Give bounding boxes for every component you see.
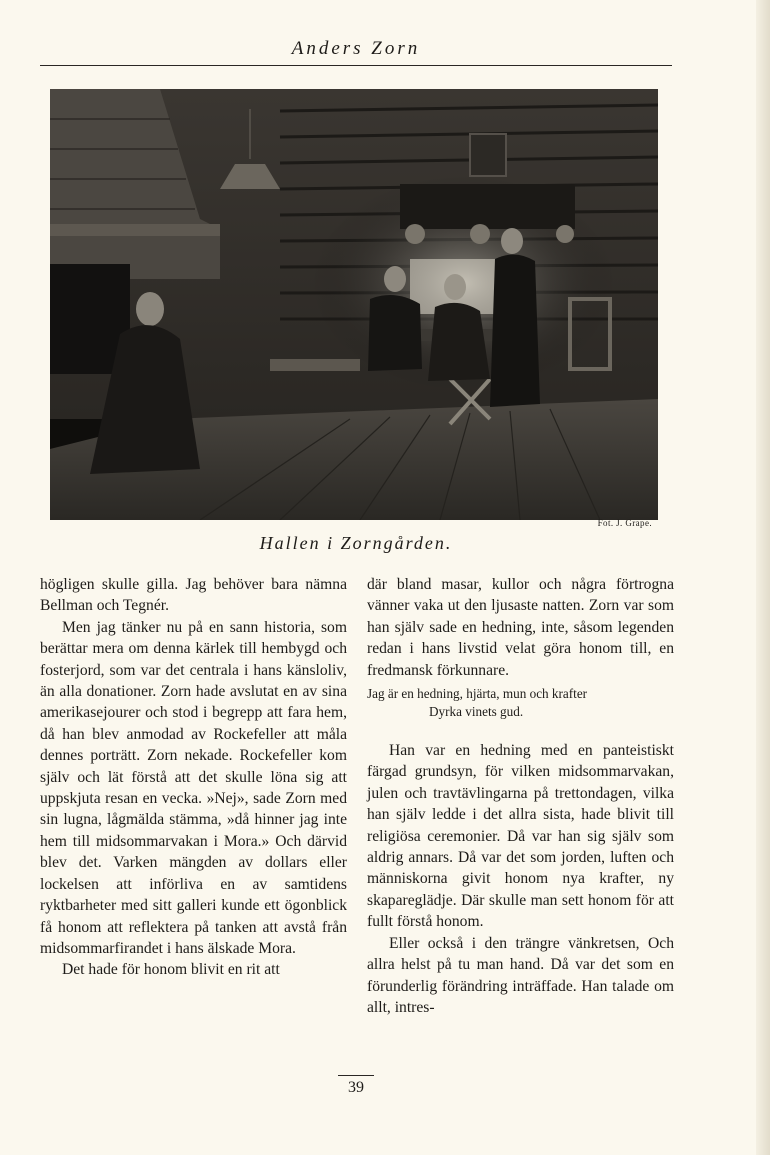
running-title: Anders Zorn [291, 38, 421, 59]
header-rule [40, 65, 672, 66]
photograph-hall-interior [50, 89, 658, 520]
left-text-column [40, 574, 347, 981]
right-text-column [367, 574, 674, 1018]
paragraph: Eller också i den trängre vänkretsen, Och allra helst på tu man hand. Då var det som en förunderlig förändring inträffade. Han talade om allt, intres- [367, 934, 674, 1016]
paragraph: högligen skulle gilla. Jag behöver bara nämna Bellman och Tegnér. [40, 576, 347, 615]
paragraph: där bland masar, kullor och några förtrogna vänner vaka ut den ljusaste natten. Zorn var som han själv sade en hedning, inte, såsom legenden redan i hans livstid velat göra honom till, en fredmansk förkunnare. [367, 576, 674, 679]
footer-rule [338, 1075, 374, 1076]
paragraph: Men jag tänker nu på en sann historia, som berättar mera om denna kärlek till hembygd och fosterjord, som var det centrala i hans känsloliv, än alla donationer. Zorn hade avslutat en av sina amerikasejourer och stod i begrepp att fara hem, då han blev anmodad av Rockefeller att måla dennes porträtt. Zorn nekade. Rockefeller kom själv och lät förstå att det skulle löna sig att uppskjuta resan en vecka. »Nej», sade Zorn med sin lugna, lågmälda stämma, »då hinner jag inte hem till midsommarvakan i Mora.» Och därvid blev det. Varken mängden av dollars eller lockelsen att införliva en av samtidens ryktbarheter med sitt galleri kunde ett ögonblick få honom att reflektera på tanken att avstå från midsommarfirandet i hans älskade Mora. [40, 618, 347, 957]
page-edge-shadow [756, 0, 770, 1155]
verse-quote [367, 685, 674, 721]
verse-line: Dyrka vinets gud. [429, 704, 524, 720]
photo-credit: Fot. J. Grape. [597, 518, 652, 528]
paragraph: Det hade för honom blivit en rit att [62, 961, 280, 979]
paragraph: Han var en hedning med en panteistiskt färgad grundsyn, för vilken midsommarvakan, julen och travtävlingarna på trettondagen, vilka han själv ledde i det allra sista, hade blivit till religiösa ceremonier. Då var han sig själv som aldrig annars. Då var det som jorden, luften och människorna givit honom nya krafter, ny skapareglädje. Där skulle man sett honom för att fullt förstå honom. [367, 742, 674, 931]
figure-caption: Hallen i Zorngården. [259, 533, 453, 553]
verse-line: Jag är en hedning, hjärta, mun och krafter [367, 686, 588, 702]
page-number: 39 [348, 1079, 364, 1096]
